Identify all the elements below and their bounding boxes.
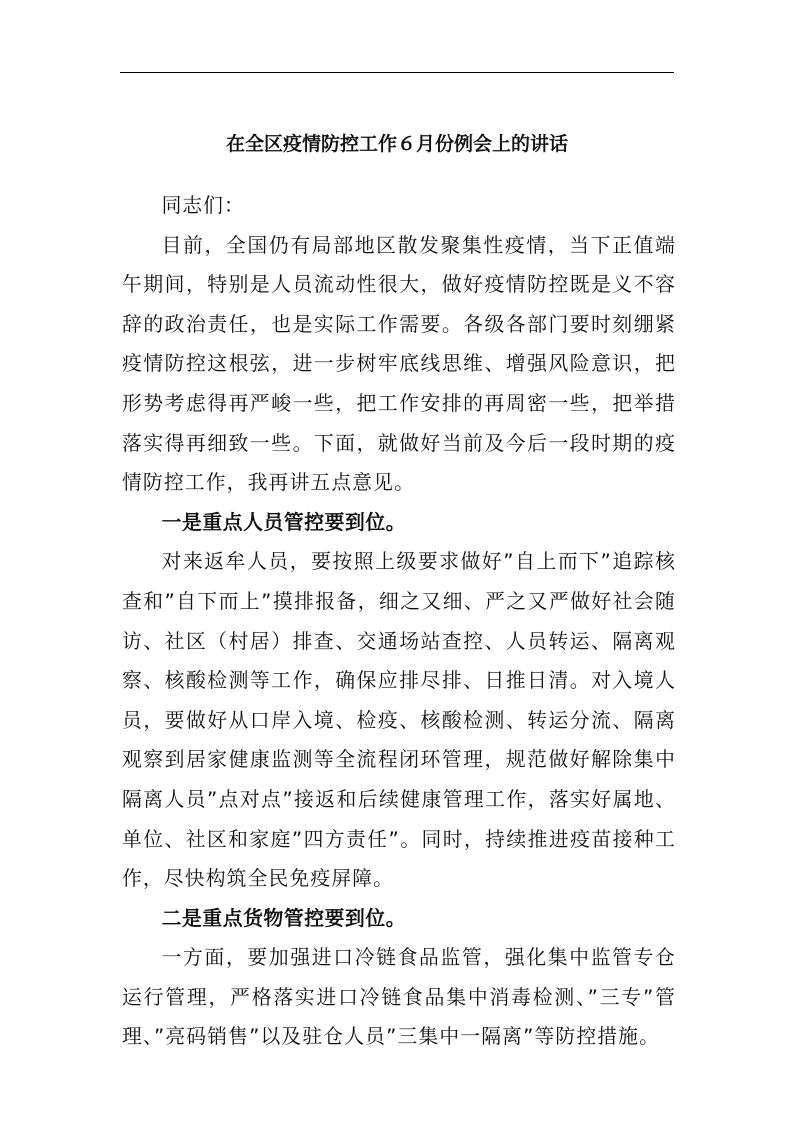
paragraph-intro: 目前，全国仍有局部地区散发聚集性疫情，当下正值端午期间，特别是人员流动性很大，做好疫情防控既是义不容辞的政治责任，也是实际工作需要。各级各部门要时刻绷紧疫情防控这根弦，进一步树牢底线思维、增强风险意识，把形势考虑得再严峻一些，把工作安排的再周密一些，把举措落实得再细致一些。下面，就做好当前及今后一段时期的疫情防控工作，我再讲五点意见。 (122, 233, 676, 495)
document-title: 在全区疫情防控工作６月份例会上的讲话 (225, 133, 568, 155)
paragraph-personnel-control: 对来返牟人员，要按照上级要求做好”自上而下”追踪核查和”自下而上”摸排报备，细之又细、严之又严做好社会随访、社区（村居）排查、交通场站查控、人员转运、隔离观察、核酸检测等工作，确保应排尽排、日推日清。对入境人员，要做好从口岸入境、检疫、核酸检测、转运分流、隔离观察到居家健康监测等全流程闭环管理，规范做好解除集中隔离人员”点对点”接返和后续健康管理工作，落实好属地、单位、社区和家庭”四方责任”。同时，持续推进疫苗接种工作，尽快构筑全民免疫屏障。 (122, 550, 676, 891)
salutation: 同志们： (161, 194, 245, 217)
document-body (122, 186, 676, 1057)
header-rule (120, 72, 674, 73)
section-heading-2: 二是重点货物管控要到位。 (161, 906, 407, 930)
paragraph-goods-control: 一方面，要加强进口冷链食品监管，强化集中监管专仓运行管理，严格落实进口冷链食品集中消毒检测、”三专”管理、”亮码销售”以及驻仓人员”三集中一隔离”等防控措施。 (122, 946, 676, 1049)
section-heading-1: 一是重点人员管控要到位。 (161, 510, 407, 534)
